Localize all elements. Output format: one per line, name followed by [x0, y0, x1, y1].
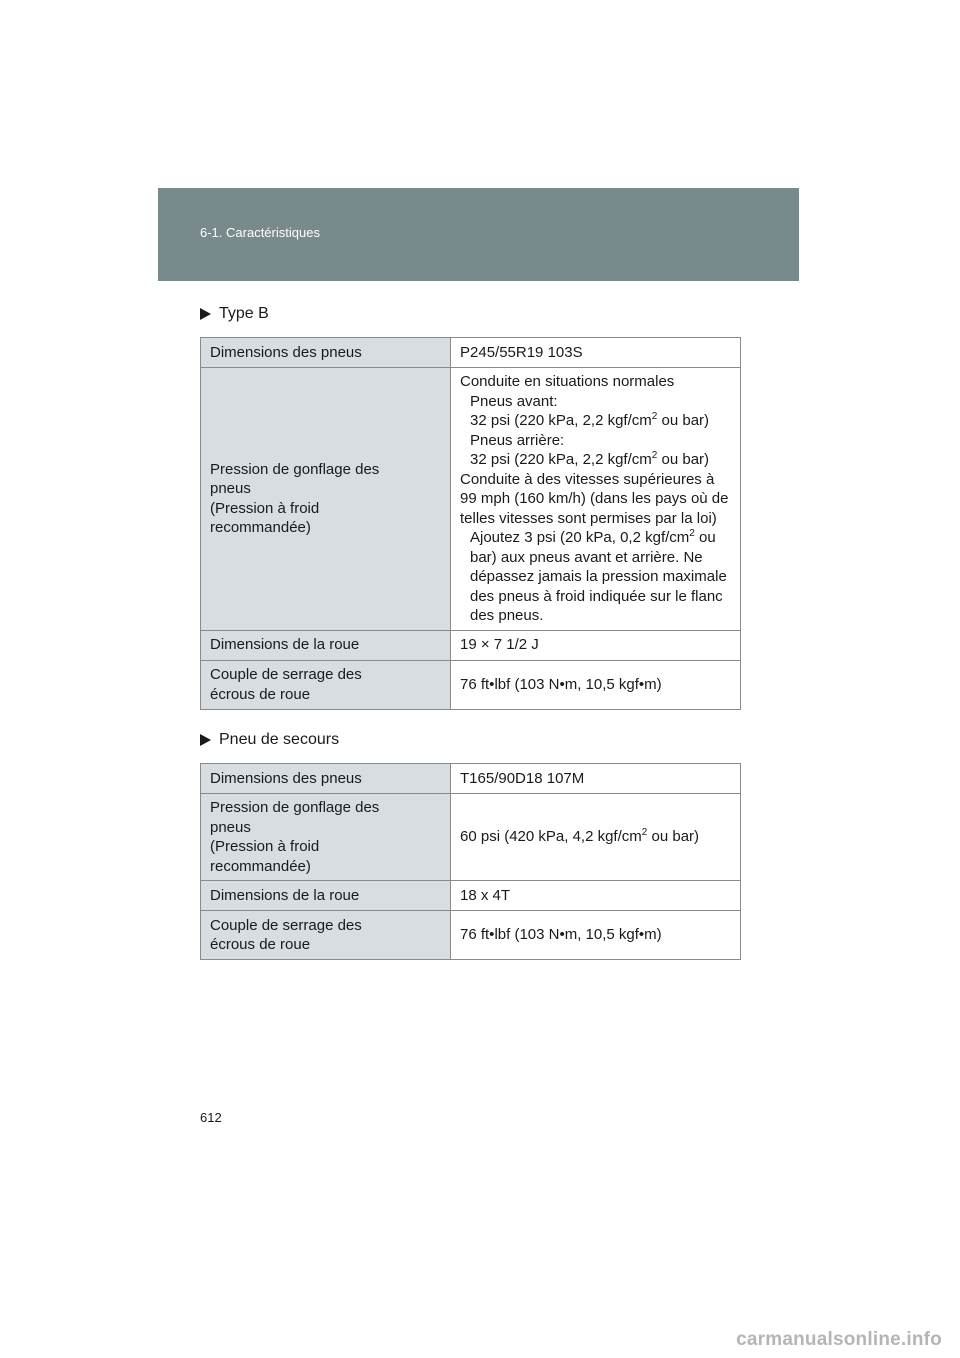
- type-b-spec-table: [200, 337, 741, 710]
- value-line: 99 mph (160 km/h) (dans les pays où de: [460, 490, 729, 507]
- spec-value: 18 x 4T: [451, 881, 741, 911]
- value-line: des pneus.: [470, 607, 544, 624]
- spec-value: P245/55R19 103S: [451, 338, 741, 368]
- spec-label: [201, 911, 451, 960]
- label-line: Couple de serrage des: [210, 666, 362, 683]
- page-number: 612: [200, 1110, 222, 1125]
- table-row: [201, 660, 741, 709]
- spec-label: Dimensions de la roue: [201, 881, 451, 911]
- value-line: 32 psi (220 kPa, 2,2 kgf/$cm^2$ ou bar): [470, 411, 710, 429]
- spec-label: [201, 368, 451, 631]
- spare-spec-table: [200, 763, 741, 960]
- label-line: écrous de roue: [210, 936, 311, 953]
- value-line: Ajoutez 3 psi (20 kPa, 0,2 kgf/$cm^2$ ou: [470, 528, 716, 546]
- table-row: [201, 338, 741, 368]
- value-line: des pneus à froid indiquée sur le flanc: [470, 587, 723, 605]
- table-row: [201, 911, 741, 960]
- label-line: (Pression à froid: [210, 499, 320, 517]
- spec-label: Dimensions des pneus: [201, 764, 451, 794]
- label-line: recommandée): [210, 857, 311, 875]
- label-line: Pression de gonflage des: [210, 799, 380, 816]
- triangle-bullet-icon: [200, 734, 211, 746]
- watermark: carmanualsonline.info: [736, 1329, 942, 1350]
- label-line: Pression de gonflage des: [210, 460, 380, 478]
- label-line: écrous de roue: [210, 685, 311, 703]
- label-line: recommandée): [210, 519, 311, 537]
- section-label: 6-1. Caractéristiques: [200, 225, 320, 240]
- value-line: bar) aux pneus avant et arrière. Ne: [470, 548, 703, 566]
- table-row: [201, 368, 741, 631]
- label-line: pneus: [210, 818, 251, 836]
- value-line: dépassez jamais la pression maximale: [470, 568, 727, 585]
- value-line: Conduite à des vitesses supérieures à: [460, 470, 715, 488]
- value-line: Conduite en situations normales: [460, 373, 675, 390]
- type-b-title: Type B: [219, 305, 269, 322]
- spec-label: Dimensions des pneus: [201, 338, 451, 368]
- type-b-heading: [200, 305, 269, 323]
- value-line: 32 psi (220 kPa, 2,2 kgf/$cm^2$ ou bar): [470, 450, 710, 468]
- spec-value: T165/90D18 107M: [451, 764, 741, 794]
- label-line: pneus: [210, 480, 251, 498]
- value-line: Pneus arrière:: [470, 431, 565, 449]
- table-row: [201, 630, 741, 660]
- table-row: [201, 764, 741, 794]
- spec-label: [201, 794, 451, 881]
- label-line: Couple de serrage des: [210, 916, 362, 934]
- spec-value: 76 ft•lbf (103 N•m, 10,5 kgf•m): [451, 911, 741, 960]
- spec-value: [451, 368, 741, 631]
- spec-value: 19 × 7 1/2 J: [451, 630, 741, 660]
- value-line: Pneus avant:: [470, 392, 558, 410]
- spec-label: [201, 660, 451, 709]
- triangle-bullet-icon: [200, 308, 211, 320]
- spec-value: 60 psi (420 kPa, 4,2 kgf/$cm^2$ ou bar): [451, 794, 741, 881]
- spec-label: Dimensions de la roue: [201, 630, 451, 660]
- table-row: [201, 881, 741, 911]
- value-line: telles vitesses sont permises par la loi): [460, 509, 717, 527]
- table-row: [201, 794, 741, 881]
- spare-heading: [200, 731, 339, 749]
- label-line: (Pression à froid: [210, 838, 320, 855]
- spare-title: Pneu de secours: [219, 731, 340, 748]
- spec-value: 76 ft•lbf (103 N•m, 10,5 kgf•m): [451, 660, 741, 709]
- section-header-band: [158, 188, 799, 281]
